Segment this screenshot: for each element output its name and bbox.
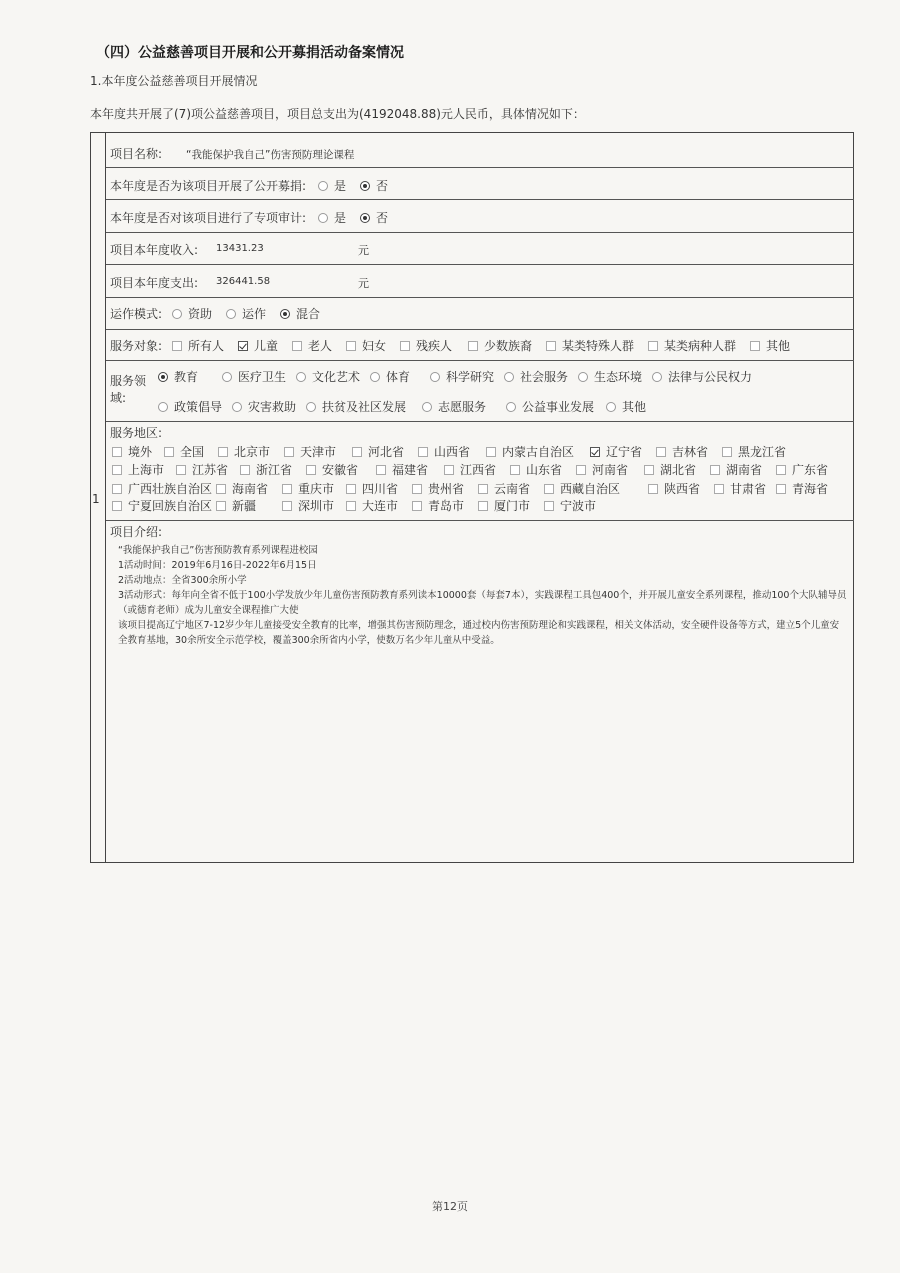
- project-fields-option[interactable]: [158, 368, 198, 385]
- regions-label: 服务地区:: [110, 426, 163, 440]
- project-regions-option[interactable]: [776, 480, 828, 497]
- project-regions-option[interactable]: [576, 461, 628, 478]
- checkbox-icon[interactable]: [776, 484, 786, 494]
- checkbox-icon[interactable]: [478, 484, 488, 494]
- option-label: 辽宁省: [606, 445, 643, 459]
- option-label: 宁夏回族自治区: [128, 499, 213, 513]
- project-fields-option[interactable]: [506, 398, 594, 415]
- checkbox-icon[interactable]: [478, 501, 488, 511]
- checkbox-icon[interactable]: [412, 501, 422, 511]
- option-label: 青海省: [792, 482, 829, 496]
- option-label: 否: [376, 211, 389, 225]
- sub-title: 1.本年度公益慈善项目开展情况: [90, 74, 258, 88]
- project-fields-option[interactable]: [430, 368, 494, 385]
- radio-selected-icon[interactable]: [360, 181, 370, 191]
- checkbox-icon[interactable]: [346, 484, 356, 494]
- option-label: 医疗卫生: [238, 370, 287, 384]
- row-project-intro: [106, 521, 854, 863]
- project-regions-option[interactable]: [776, 461, 828, 478]
- option-label: 江苏省: [192, 463, 229, 477]
- checkbox-icon[interactable]: [412, 484, 422, 494]
- option-label: 浙江省: [256, 463, 293, 477]
- option-label: 教育: [174, 370, 199, 384]
- option-label: 某类特殊人群: [562, 339, 635, 353]
- option-label: 混合: [296, 307, 321, 321]
- expense-label: 项目本年度支出:: [110, 276, 199, 290]
- option-label: 江西省: [460, 463, 497, 477]
- project-regions-option[interactable]: [176, 461, 228, 478]
- checkbox-icon[interactable]: [468, 341, 478, 351]
- project-name-label: 项目名称:: [110, 147, 163, 161]
- project-regions-option[interactable]: [710, 461, 762, 478]
- project-regions-option[interactable]: [478, 480, 530, 497]
- option-label: 某类病种人群: [664, 339, 737, 353]
- project-fields-option[interactable]: [652, 368, 752, 385]
- option-label: 山东省: [526, 463, 563, 477]
- audit-option-no[interactable]: [360, 209, 388, 226]
- intro-line: “我能保护我自己”伤害预防教育系列课程进校园: [118, 545, 318, 556]
- audit-label: 本年度是否对该项目进行了专项审计:: [110, 211, 307, 225]
- radio-icon[interactable]: [370, 372, 380, 382]
- checkbox-icon[interactable]: [714, 484, 724, 494]
- option-label: 海南省: [232, 482, 269, 496]
- project-regions-option[interactable]: [656, 443, 708, 460]
- row-income: [106, 233, 854, 265]
- option-label: 体育: [386, 370, 411, 384]
- radio-selected-icon[interactable]: [360, 213, 370, 223]
- radio-icon[interactable]: [318, 213, 328, 223]
- option-label: 公益事业发展: [522, 400, 595, 414]
- project-name-value: “我能保护我自己”伤害预防理论课程: [186, 149, 355, 161]
- project-regions-option[interactable]: [418, 443, 470, 460]
- page-number: 第12页: [432, 1200, 468, 1213]
- option-label: 青岛市: [428, 499, 465, 513]
- project-regions-option[interactable]: [590, 443, 642, 460]
- income-unit: 元: [358, 244, 369, 257]
- checkbox-icon[interactable]: [776, 465, 786, 475]
- option-label: 新疆: [232, 499, 257, 513]
- option-label: 西藏自治区: [560, 482, 621, 496]
- project-regions-option[interactable]: [376, 461, 428, 478]
- project-regions-option[interactable]: [544, 497, 596, 514]
- checkbox-icon[interactable]: [282, 484, 292, 494]
- checkbox-checked-icon[interactable]: [590, 447, 600, 457]
- project-fields-option[interactable]: [296, 368, 360, 385]
- row-project-name: [106, 136, 854, 168]
- mode-option-mixed[interactable]: [280, 305, 320, 322]
- option-label: 黑龙江省: [738, 445, 787, 459]
- option-label: 山西省: [434, 445, 471, 459]
- fields-label-line1: 服务领: [110, 374, 147, 388]
- project-fields-option[interactable]: [504, 368, 568, 385]
- checkbox-icon[interactable]: [112, 501, 122, 511]
- checkbox-icon[interactable]: [164, 447, 174, 457]
- row-index: 1: [92, 492, 100, 506]
- radio-icon[interactable]: [222, 372, 232, 382]
- radio-icon[interactable]: [506, 402, 516, 412]
- checkbox-icon[interactable]: [172, 341, 182, 351]
- option-label: 政策倡导: [174, 400, 223, 414]
- option-label: 是: [334, 179, 347, 193]
- project-regions-option[interactable]: [112, 497, 212, 514]
- income-value: 13431.23: [216, 243, 264, 254]
- option-label: 吉林省: [672, 445, 709, 459]
- intro-line: 2活动地点：全省300余所小学: [118, 575, 247, 586]
- radio-icon[interactable]: [318, 181, 328, 191]
- option-label: 大连市: [362, 499, 399, 513]
- checkbox-icon[interactable]: [710, 465, 720, 475]
- mode-option-operation[interactable]: [226, 305, 266, 322]
- option-label: 全国: [180, 445, 205, 459]
- project-fields-option[interactable]: [158, 398, 222, 415]
- option-label: 陕西省: [664, 482, 701, 496]
- checkbox-icon[interactable]: [306, 465, 316, 475]
- option-label: 重庆市: [298, 482, 335, 496]
- row-audit: [106, 200, 854, 233]
- fundraising-label: 本年度是否为该项目开展了公开募捐:: [110, 179, 307, 193]
- checkbox-icon[interactable]: [656, 447, 666, 457]
- option-label: 四川省: [362, 482, 399, 496]
- fundraising-option-yes[interactable]: [318, 177, 346, 194]
- checkbox-icon[interactable]: [750, 341, 760, 351]
- option-label: 境外: [128, 445, 153, 459]
- project-targets-option[interactable]: [172, 337, 224, 354]
- option-label: 灾害救助: [248, 400, 297, 414]
- project-regions-option[interactable]: [112, 480, 212, 497]
- project-fields-option[interactable]: [232, 398, 296, 415]
- project-regions-option[interactable]: [648, 480, 700, 497]
- project-regions-option[interactable]: [352, 443, 404, 460]
- row-service-regions: [106, 422, 854, 521]
- radio-icon[interactable]: [578, 372, 588, 382]
- project-regions-option[interactable]: [444, 461, 496, 478]
- project-regions-option[interactable]: [486, 443, 574, 460]
- option-label: 科学研究: [446, 370, 495, 384]
- option-label: 上海市: [128, 463, 165, 477]
- checkbox-icon[interactable]: [722, 447, 732, 457]
- option-label: 生态环境: [594, 370, 643, 384]
- radio-icon[interactable]: [430, 372, 440, 382]
- option-label: 残疾人: [416, 339, 453, 353]
- income-label: 项目本年度收入:: [110, 243, 199, 257]
- radio-selected-icon[interactable]: [158, 372, 168, 382]
- intro-line: 1活动时间：2019年6月16日-2022年6月15日: [118, 560, 317, 571]
- checkbox-icon[interactable]: [544, 484, 554, 494]
- project-targets-option[interactable]: [292, 337, 332, 354]
- radio-icon[interactable]: [504, 372, 514, 382]
- radio-icon[interactable]: [226, 309, 236, 319]
- project-regions-option[interactable]: [644, 461, 696, 478]
- option-label: 其他: [766, 339, 791, 353]
- row-expense: [106, 265, 854, 298]
- checkbox-icon[interactable]: [216, 484, 226, 494]
- option-label: 安徽省: [322, 463, 359, 477]
- project-regions-option[interactable]: [282, 497, 334, 514]
- option-label: 否: [376, 179, 389, 193]
- fields-label-line2: 域:: [110, 391, 127, 405]
- project-regions-option[interactable]: [346, 497, 398, 514]
- project-regions-option[interactable]: [284, 443, 336, 460]
- checkbox-icon[interactable]: [444, 465, 454, 475]
- project-fields-option[interactable]: [306, 398, 406, 415]
- checkbox-icon[interactable]: [284, 447, 294, 457]
- project-regions-option[interactable]: [164, 443, 204, 460]
- option-label: 广西壮族自治区: [128, 482, 213, 496]
- audit-option-yes[interactable]: [318, 209, 346, 226]
- checkbox-icon[interactable]: [510, 465, 520, 475]
- option-label: 厦门市: [494, 499, 531, 513]
- checkbox-icon[interactable]: [400, 341, 410, 351]
- checkbox-checked-icon[interactable]: [238, 341, 248, 351]
- checkbox-icon[interactable]: [544, 501, 554, 511]
- option-label: 云南省: [494, 482, 531, 496]
- project-targets-option[interactable]: [346, 337, 386, 354]
- mode-option-funding[interactable]: [172, 305, 212, 322]
- project-regions-option[interactable]: [282, 480, 334, 497]
- checkbox-icon[interactable]: [218, 447, 228, 457]
- option-label: 少数族裔: [484, 339, 533, 353]
- radio-icon[interactable]: [306, 402, 316, 412]
- option-label: 是: [334, 211, 347, 225]
- mode-label: 运作模式:: [110, 307, 163, 321]
- radio-icon[interactable]: [606, 402, 616, 412]
- checkbox-icon[interactable]: [176, 465, 186, 475]
- project-regions-option[interactable]: [240, 461, 292, 478]
- checkbox-icon[interactable]: [112, 484, 122, 494]
- radio-icon[interactable]: [296, 372, 306, 382]
- intro-line: 该项目提高辽宁地区7-12岁少年儿童接受安全教育的比率，增强其伤害预防理念，通过校内伤害预防理论和实践课程，相关文体活动，安全硬件设备等方式，建立5个儿童安全教育基地，30余所安全示范学校，覆盖300余所省内小学，使数万名少年儿童从中受益。: [118, 620, 840, 646]
- intro-label: 项目介绍:: [110, 525, 163, 539]
- option-label: 宁波市: [560, 499, 597, 513]
- checkbox-icon[interactable]: [240, 465, 250, 475]
- checkbox-icon[interactable]: [112, 465, 122, 475]
- project-regions-option[interactable]: [306, 461, 358, 478]
- project-regions-option[interactable]: [216, 497, 256, 514]
- project-regions-option[interactable]: [412, 480, 464, 497]
- checkbox-icon[interactable]: [346, 501, 356, 511]
- project-fields-option[interactable]: [606, 398, 646, 415]
- project-regions-option[interactable]: [510, 461, 562, 478]
- option-label: 文化艺术: [312, 370, 361, 384]
- project-targets-option[interactable]: [750, 337, 790, 354]
- option-label: 扶贫及社区发展: [322, 400, 407, 414]
- row-service-fields: [106, 361, 854, 422]
- project-targets-option[interactable]: [648, 337, 736, 354]
- checkbox-icon[interactable]: [346, 341, 356, 351]
- option-label: 贵州省: [428, 482, 465, 496]
- option-label: 湖北省: [660, 463, 697, 477]
- project-regions-option[interactable]: [216, 480, 268, 497]
- option-label: 其他: [622, 400, 647, 414]
- project-targets-option[interactable]: [400, 337, 452, 354]
- project-targets-option[interactable]: [546, 337, 634, 354]
- project-fields-option[interactable]: [222, 368, 286, 385]
- section-title: （四）公益慈善项目开展和公开募捐活动备案情况: [96, 45, 404, 61]
- checkbox-icon[interactable]: [644, 465, 654, 475]
- project-fields-option[interactable]: [370, 368, 410, 385]
- radio-icon[interactable]: [232, 402, 242, 412]
- checkbox-icon[interactable]: [546, 341, 556, 351]
- project-fields-option[interactable]: [578, 368, 642, 385]
- project-regions-option[interactable]: [112, 443, 152, 460]
- project-regions-option[interactable]: [478, 497, 530, 514]
- option-label: 北京市: [234, 445, 271, 459]
- option-label: 志愿服务: [438, 400, 487, 414]
- checkbox-icon[interactable]: [376, 465, 386, 475]
- radio-icon[interactable]: [158, 402, 168, 412]
- radio-icon[interactable]: [172, 309, 182, 319]
- project-targets-option[interactable]: [468, 337, 532, 354]
- checkbox-icon[interactable]: [486, 447, 496, 457]
- row-fundraising: [106, 168, 854, 200]
- checkbox-icon[interactable]: [418, 447, 428, 457]
- checkbox-icon[interactable]: [112, 447, 122, 457]
- checkbox-icon[interactable]: [648, 484, 658, 494]
- project-regions-option[interactable]: [714, 480, 766, 497]
- option-label: 福建省: [392, 463, 429, 477]
- row-service-targets: [106, 330, 854, 361]
- checkbox-icon[interactable]: [576, 465, 586, 475]
- option-label: 社会服务: [520, 370, 569, 384]
- radio-selected-icon[interactable]: [280, 309, 290, 319]
- targets-label: 服务对象:: [110, 339, 163, 353]
- option-label: 儿童: [254, 339, 279, 353]
- option-label: 内蒙古自治区: [502, 445, 575, 459]
- intro-text: [118, 543, 848, 648]
- option-label: 湖南省: [726, 463, 763, 477]
- radio-icon[interactable]: [652, 372, 662, 382]
- fundraising-option-no[interactable]: [360, 177, 388, 194]
- option-label: 老人: [308, 339, 333, 353]
- project-regions-option[interactable]: [112, 461, 164, 478]
- project-regions-option[interactable]: [346, 480, 398, 497]
- checkbox-icon[interactable]: [352, 447, 362, 457]
- option-label: 妇女: [362, 339, 387, 353]
- project-regions-option[interactable]: [722, 443, 786, 460]
- option-label: 资助: [188, 307, 213, 321]
- checkbox-icon[interactable]: [292, 341, 302, 351]
- checkbox-icon[interactable]: [282, 501, 292, 511]
- option-label: 运作: [242, 307, 267, 321]
- checkbox-icon[interactable]: [216, 501, 226, 511]
- option-label: 所有人: [188, 339, 225, 353]
- checkbox-icon[interactable]: [648, 341, 658, 351]
- option-label: 河北省: [368, 445, 405, 459]
- option-label: 法律与公民权力: [668, 370, 753, 384]
- radio-icon[interactable]: [422, 402, 432, 412]
- intro-line: 3活动形式：每年向全省不低于100小学发放少年儿童伤害预防教育系列读本10000套（每套7本），实践课程工具包400个，并开展儿童安全系列课程，推动100个大队辅导员（或德育老师）成为儿童安全课程推广大使: [118, 590, 847, 616]
- option-label: 河南省: [592, 463, 629, 477]
- project-regions-option[interactable]: [412, 497, 464, 514]
- row-operation-mode: [106, 298, 854, 330]
- option-label: 甘肃省: [730, 482, 767, 496]
- project-fields-option[interactable]: [422, 398, 486, 415]
- expense-value: 326441.58: [216, 276, 271, 287]
- project-regions-option[interactable]: [218, 443, 270, 460]
- expense-unit: 元: [358, 277, 369, 290]
- option-label: 深圳市: [298, 499, 335, 513]
- option-label: 天津市: [300, 445, 337, 459]
- summary-text: 本年度共开展了(7)项公益慈善项目，项目总支出为(4192048.88)元人民币，具体情况如下：: [90, 107, 585, 121]
- option-label: 广东省: [792, 463, 829, 477]
- project-regions-option[interactable]: [544, 480, 620, 497]
- project-targets-option[interactable]: [238, 337, 278, 354]
